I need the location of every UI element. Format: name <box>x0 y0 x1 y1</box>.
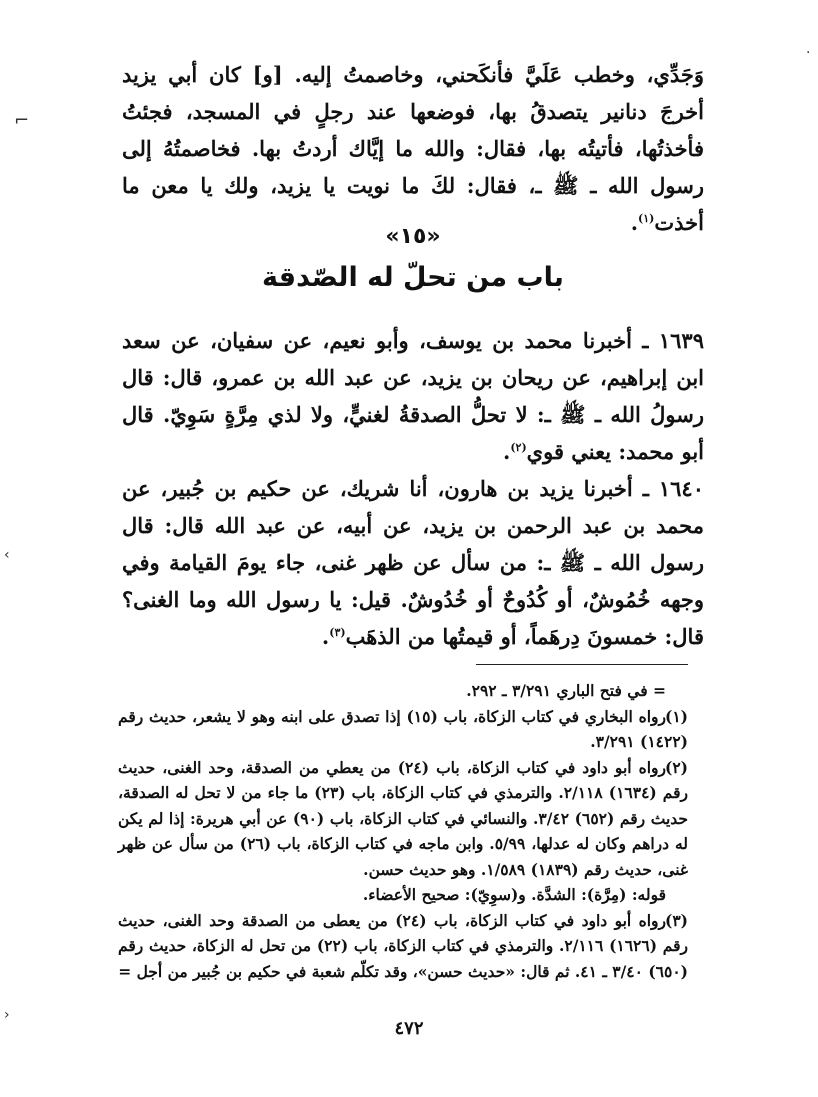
footnote-3-mark: (٣) <box>664 910 688 930</box>
hadith-1640-text: ١٦٤٠ ـ أخبرنا يزيد بن هارون، أنا شريك، عن حكيم بن جُبير، عن محمد بن عبد الرحمن بن يزيد، عن أبيه، عن عبد الله قال: قال رسول الله ـ ﷺ ـ: من سأل عن ظهر غنى، جاء يومَ القيامة وفي وجهه خُمُوشٌ، أو كُدُوحٌ أو خُدُوشٌ. قيل: يا رسول الله وما الغنى؟ قال: خمسونَ دِرهَماً، أو قيمتُها من الذهَب <box>122 476 704 649</box>
footnote-ref-2: (٢) <box>510 441 527 454</box>
top-paragraph: وَجَدِّي، وخطب عَلَيَّ فأنكَحني، وخاصمتُ إليه. [و] كان أبي يزيد أخرجَ دنانير يتصدقُ بها، فوضعها عند رجلٍ في المسجد، فجئتُ فأخذتُها، فأتيتُه بها، فقال: والله ما إيَّاك أردتُ بها. فخاصمتُهُ إلى رسول الله ـ ﷺ ـ، فقال: لكَ ما نويت يا يزيد، ولك يا معن ما أخذت$^{(١)}$. <box>122 62 704 235</box>
margin-scan-mark-bottom: ‹ <box>4 1007 10 1023</box>
section-number: «١٥» <box>385 224 441 249</box>
footnote-3-text: رواه أبو داود في كتاب الزكاة، باب (٢٤) من يعطى من الصدقة وحد الغنى، حديث رقم (١٦٢٦) ٢/١١٦. والترمذي في كتاب الزكاة، باب (٢٢) من تحل له الزكاة، حديث رقم (٦٥٠) ٣/٤٠ ـ ٤١. ثم قال: «حديث حسن»، وقد تكلّم شعبة في حكيم بن جُبير من أجل = <box>118 910 688 981</box>
section-title: باب من تحلّ له الصّدقة <box>262 262 564 293</box>
footnote-ref-3: (٣) <box>329 626 346 639</box>
margin-scan-mark: › <box>4 547 10 563</box>
footnote-1 <box>118 704 688 755</box>
footnote-2 <box>118 755 688 883</box>
margin-bracket-mark: ⌐ <box>14 110 30 131</box>
footnote-3 <box>118 908 688 985</box>
hadith-1640: ١٦٤٠ ـ أخبرنا يزيد بن هارون، أنا شريك، عن حكيم بن جُبير، عن محمد بن عبد الرحمن بن يزيد، عن أبيه، عن عبد الله قال: قال رسول الله ـ ﷺ ـ: من سأل عن ظهر غنى، جاء يومَ القيامة وفي وجهه خُمُوشٌ، أو كُدُوحٌ أو خُدُوشٌ. قيل: يا رسول الله وما الغنى؟ قال: خمسونَ دِرهَماً، أو قيمتُها من الذهَب$^{(٣)}$. <box>122 476 704 649</box>
footnote-divider <box>476 664 688 665</box>
footnote-ref-1: (١) <box>638 212 655 225</box>
footnote-1-mark: (١) <box>664 706 688 726</box>
footnote-continuation: = في فتح الباري ٣/٢٩١ ـ ٢٩٢. <box>466 681 666 700</box>
top-paragraph-text: وَجَدِّي، وخطب عَلَيَّ فأنكَحني، وخاصمتُ إليه. [و] كان أبي يزيد أخرجَ دنانير يتصدقُ بها، فوضعها عند رجلٍ في المسجد، فجئتُ فأخذتُها، فأتيتُه بها، فقال: والله ما إيَّاك أردتُ بها. فخاصمتُهُ إلى رسول الله ـ ﷺ ـ، فقال: لكَ ما نويت يا يزيد، ولك يا معن ما أخذت <box>122 62 704 235</box>
margin-dot-mark: · <box>806 45 811 61</box>
footnote-2-text: رواه أبو داود في كتاب الزكاة، باب (٢٤) من يعطي من الصدقة، وحد الغنى، حديث رقم (١٦٣٤) ٢/١١٨. والترمذي في كتاب الزكاة، باب (٢٣) ما جاء من لا تحل له الصدقة، حديث رقم (٦٥٢) ٣/٤٢. والنسائي في كتاب الزكاة، باب (٩٠) عن أبي هريرة: إذا لم يكن له دراهم وكان له عدلها، ٥/٩٩. وابن ماجه في كتاب الزكاة، باب (٢٦) من سأل عن ظهر غنى، حديث رقم (١٨٣٩) ١/٥٨٩. وهو حديث حسن. <box>118 757 688 879</box>
footnote-2-mark: (٢) <box>664 757 688 777</box>
hadith-1639: ١٦٣٩ ـ أخبرنا محمد بن يوسف، وأبو نعيم، عن سفيان، عن سعد ابن إبراهيم، عن ريحان بن يزيد، عن عبد الله بن عمرو، قال: قال رسولُ الله ـ ﷺ ـ: لا تحلُّ الصدقةُ لغنيٍّ، ولا لذي مِرَّةٍ سَوِيّ. قال أبو محمد: يعني قوي$^{(٢)}$. <box>122 328 704 464</box>
footnote-2-gloss: قوله: (مِرَّة): الشدَّة. و(سوِيّ): صحيح الأعضاء. <box>362 885 666 904</box>
footnotes <box>118 678 688 984</box>
hadith-1639-text: ١٦٣٩ ـ أخبرنا محمد بن يوسف، وأبو نعيم، عن سفيان، عن سعد ابن إبراهيم، عن ريحان بن يزيد، عن عبد الله بن عمرو، قال: قال رسولُ الله ـ ﷺ ـ: لا تحلُّ الصدقةُ لغنيٍّ، ولا لذي مِرَّةٍ سَوِيّ. قال أبو محمد: يعني قوي <box>122 328 704 464</box>
page-number: ٤٧٢ <box>394 1018 424 1039</box>
footnote-1-text: رواه البخاري في كتاب الزكاة، باب (١٥) إذا تصدق على ابنه وهو لا يشعر، حديث رقم (١٤٢٢) ٣/٢٩١. <box>118 706 688 751</box>
